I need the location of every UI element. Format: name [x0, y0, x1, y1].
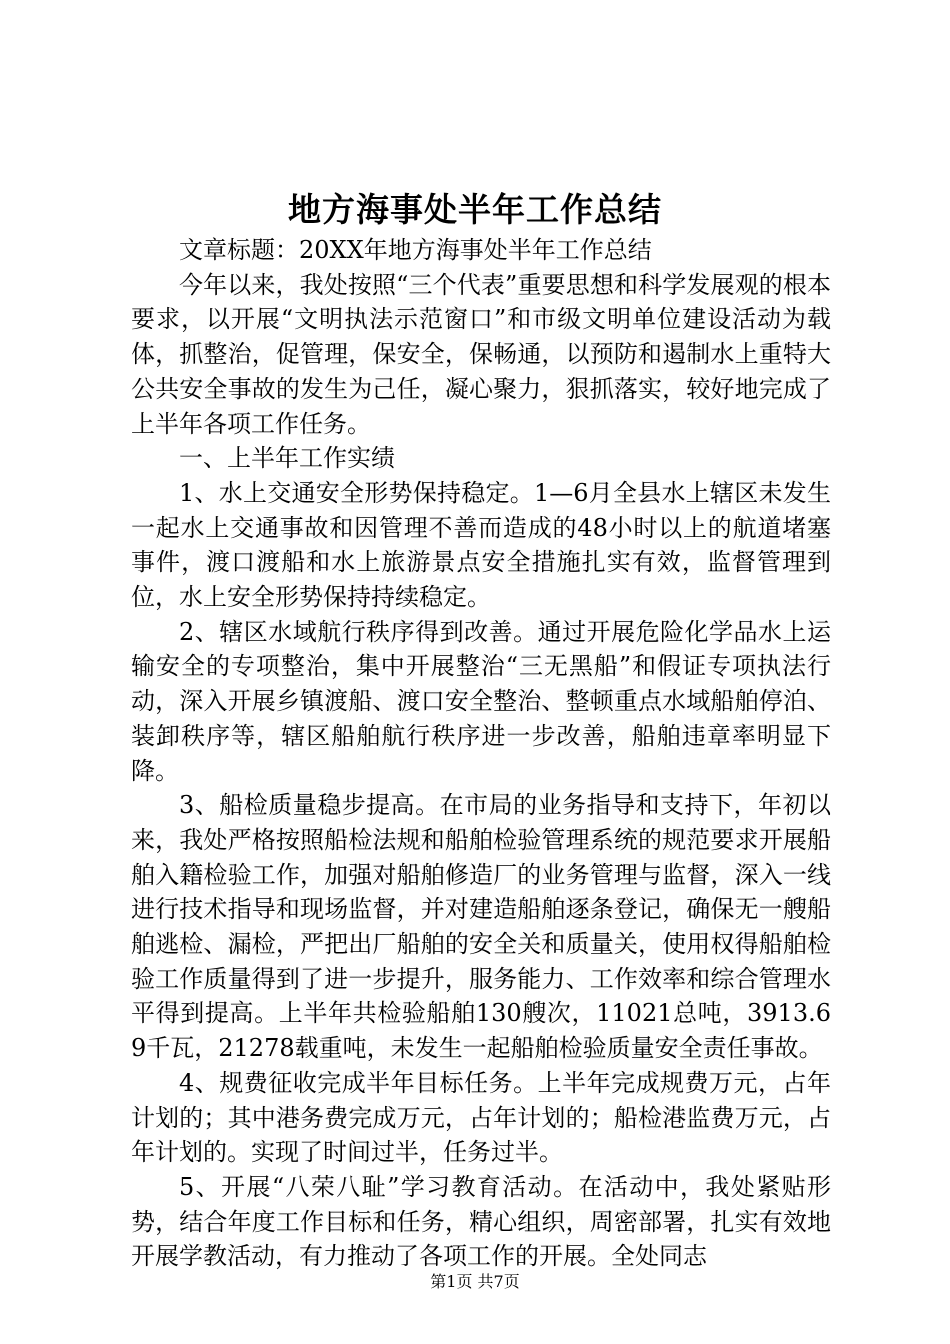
document-title: 地方海事处半年工作总结	[288, 190, 662, 229]
article-title-line: 文章标题：20XX年地方海事处半年工作总结	[179, 236, 652, 264]
intro-paragraph: 今年以来，我处按照“三个代表”重要思想和科学发展观的根本要求，以开展“文明执法示范窗口”和市级文明单位建设活动为载体，抓整治，促管理，保安全，保畅通，以预防和遏制水上重特大公共安全事故的发生为己任，凝心聚力，狠抓落实，较好地完成了上半年各项工作任务。	[131, 270, 831, 438]
section-heading: 一、上半年工作实绩	[179, 444, 395, 473]
document-body	[131, 233, 831, 1274]
item-1-paragraph: 1、水上交通安全形势保持稳定。1—6月全县水上辖区未发生一起水上交通事故和因管理不善而造成的48小时以上的航道堵塞事件，渡口渡船和水上旅游景点安全措施扎实有效，监督管理到位，水上安全形势保持持续稳定。	[131, 478, 831, 612]
page-footer: 第1页 共7页	[430, 1272, 520, 1291]
item-4-paragraph: 4、规费征收完成半年目标任务。上半年完成规费万元，占年计划的；其中港务费完成万元，占年计划的；船检港监费万元，占年计划的。实现了时间过半，任务过半。	[131, 1068, 831, 1167]
item-5-paragraph: 5、开展“八荣八耻”学习教育活动。在活动中，我处紧贴形势，结合年度工作目标和任务，精心组织，周密部署，扎实有效地开展学教活动，有力推动了各项工作的开展。全处同志	[131, 1172, 831, 1271]
item-3-paragraph: 3、船检质量稳步提高。在市局的业务指导和支持下，年初以来，我处严格按照船检法规和船舶检验管理系统的规范要求开展船舶入籍检验工作，加强对船舶修造厂的业务管理与监督，深入一线进行技术指导和现场监督，并对建造船舶逐条登记，确保无一艘船舶逃检、漏检，严把出厂船舶的安全关和质量关，使用权得船舶检验工作质量得到了进一步提升，服务能力、工作效率和综合管理水平得到提高。上半年共检验船舶130艘次，11021总吨，3913.69千瓦，21278载重吨，未发生一起船舶检验质量安全责任事故。	[131, 791, 831, 1063]
item-2-paragraph: 2、辖区水域航行秩序得到改善。通过开展危险化学品水上运输安全的专项整治，集中开展整治“三无黑船”和假证专项执法行动，深入开展乡镇渡船、渡口安全整治、整顿重点水域船舶停泊、装卸秩序等，辖区船舶航行秩序进一步改善，船舶违章率明显下降。	[131, 617, 831, 785]
